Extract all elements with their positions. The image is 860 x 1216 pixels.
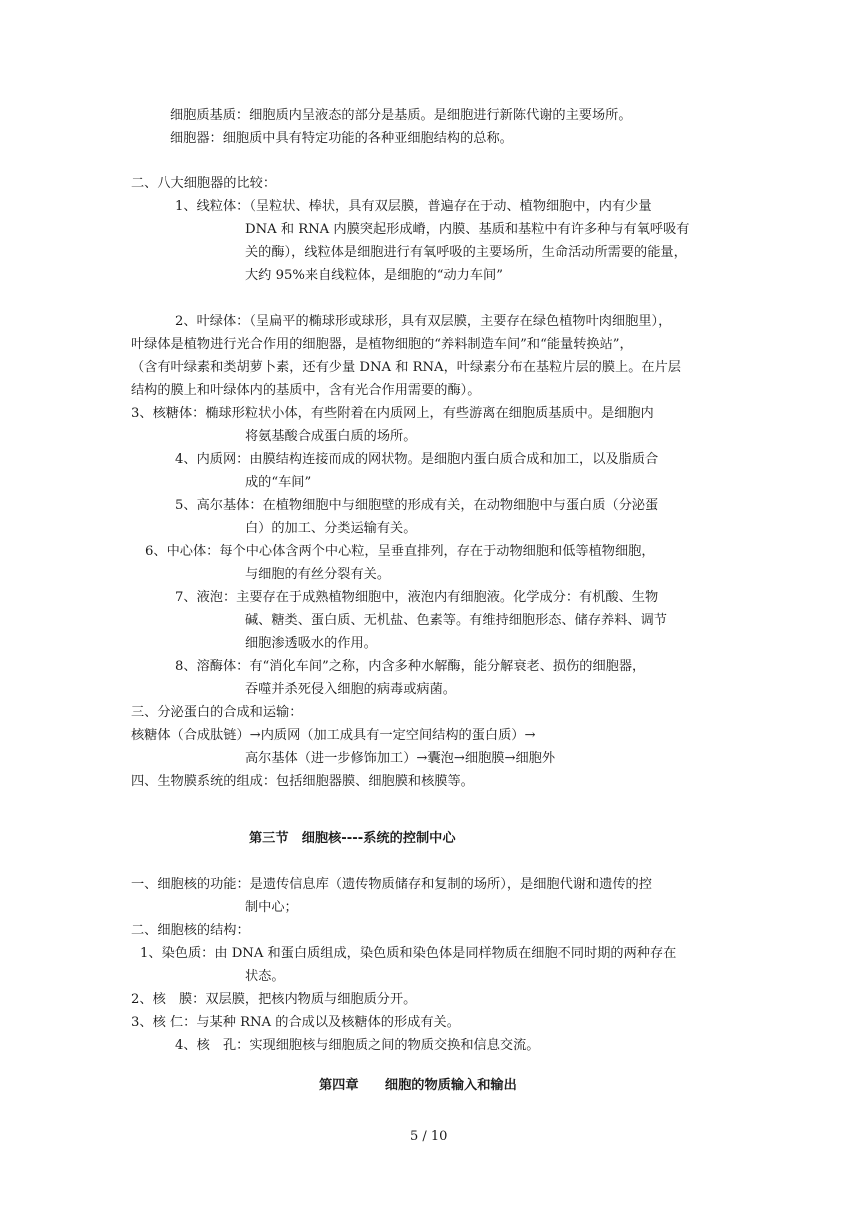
text-line: 吞噬并杀死侵入细胞的病毒或病菌。: [245, 682, 456, 697]
chapter-title: 第四章 细胞的物质输入和输出: [319, 1078, 517, 1093]
text-line: 关的酶），线粒体是细胞进行有氧呼吸的主要场所，生命活动所需要的能量，: [245, 245, 687, 260]
text-line: 3、核糖体：椭球形粒状小体，有些附着在内质网上，有些游离在细胞质基质中。是细胞内: [131, 406, 654, 421]
text-line: 结构的膜上和叶绿体内的基质中，含有光合作用需要的酶）。: [131, 383, 481, 398]
section-heading: 三、分泌蛋白的合成和运输：: [131, 705, 303, 720]
text-line: 5、高尔基体：在植物细胞中与细胞壁的形成有关，在动物细胞中与蛋白质（分泌蛋: [175, 498, 659, 513]
text-line: 大约 95%来自线粒体，是细胞的“动力车间”: [245, 268, 503, 283]
text-line: 2、核 膜：双层膜，把核内物质与细胞质分开。: [131, 992, 417, 1007]
text-line: 7、液泡：主要存在于成熟植物细胞中，液泡内有细胞液。化学成分：有机酸、生物: [175, 590, 659, 605]
text-line: 4、内质网：由膜结构连接而成的网状物。是细胞内蛋白质合成和加工，以及脂质合: [175, 452, 659, 467]
chapter-section-title: 第三节 细胞核----系统的控制中心: [249, 831, 456, 846]
text-line: 成的“车间”: [245, 475, 312, 490]
text-line: 2、叶绿体：（呈扁平的椭球形或球形，具有双层膜，主要存在绿色植物叶肉细胞里），: [175, 314, 672, 329]
text-line: 碱、糖类、蛋白质、无机盐、色素等。有维持细胞形态、储存养料、调节: [245, 613, 667, 628]
text-line: 1、染色质：由 DNA 和蛋白质组成，染色质和染色体是同样物质在细胞不同时期的两种存在: [140, 946, 677, 961]
text-line: 3、核 仁：与某种 RNA 的合成以及核糖体的形成有关。: [131, 1015, 460, 1030]
text-line: 4、核 孔：实现细胞核与细胞质之间的物质交换和信息交流。: [175, 1038, 540, 1053]
text-line: 一、细胞核的功能：是遗传信息库（遗传物质储存和复制的场所），是细胞代谢和遗传的控: [131, 877, 652, 892]
text-line: 高尔基体（进一步修饰加工）→囊泡→细胞膜→细胞外: [245, 751, 556, 766]
text-line: 核糖体（合成肽链）→内质网（加工成具有一定空间结构的蛋白质）→: [131, 728, 536, 743]
text-line: 细胞器：细胞质中具有特定功能的各种亚细胞结构的总称。: [170, 131, 513, 146]
text-line: （含有叶绿素和类胡萝卜素，还有少量 DNA 和 RNA，叶绿素分布在基粒片层的膜上。在片层: [131, 360, 681, 375]
text-line: 6、中心体：每个中心体含两个中心粒，呈垂直排列，存在于动物细胞和低等植物细胞，: [145, 544, 655, 559]
text-line: 制中心；: [245, 900, 298, 915]
text-line: 1、线粒体：（呈粒状、棒状，具有双层膜，普遍存在于动、植物细胞中，内有少量: [175, 199, 652, 214]
text-line: 8、溶酶体：有“消化车间”之称，内含多种水解酶，能分解衰老、损伤的细胞器，: [175, 659, 646, 674]
section-heading: 四、生物膜系统的组成：包括细胞器膜、细胞膜和核膜等。: [131, 774, 474, 789]
page-number: 5 / 10: [410, 1129, 448, 1144]
text-line: 与细胞的有丝分裂有关。: [245, 567, 391, 582]
section-heading: 二、八大细胞器的比较：: [131, 176, 277, 191]
section-heading: 二、细胞核的结构：: [131, 923, 250, 938]
text-line: 叶绿体是植物进行光合作用的细胞器，是植物细胞的“养料制造车间”和“能量转换站”，: [131, 337, 633, 352]
text-line: 白）的加工、分类运输有关。: [245, 521, 417, 536]
text-line: 细胞渗透吸水的作用。: [245, 636, 377, 651]
text-line: 状态。: [245, 969, 285, 984]
text-line: 细胞质基质：细胞质内呈液态的部分是基质。是细胞进行新陈代谢的主要场所。: [170, 108, 632, 123]
text-line: 将氨基酸合成蛋白质的场所。: [245, 429, 417, 444]
text-line: DNA 和 RNA 内膜突起形成嵴，内膜、基质和基粒中有许多种与有氧呼吸有: [245, 222, 690, 237]
